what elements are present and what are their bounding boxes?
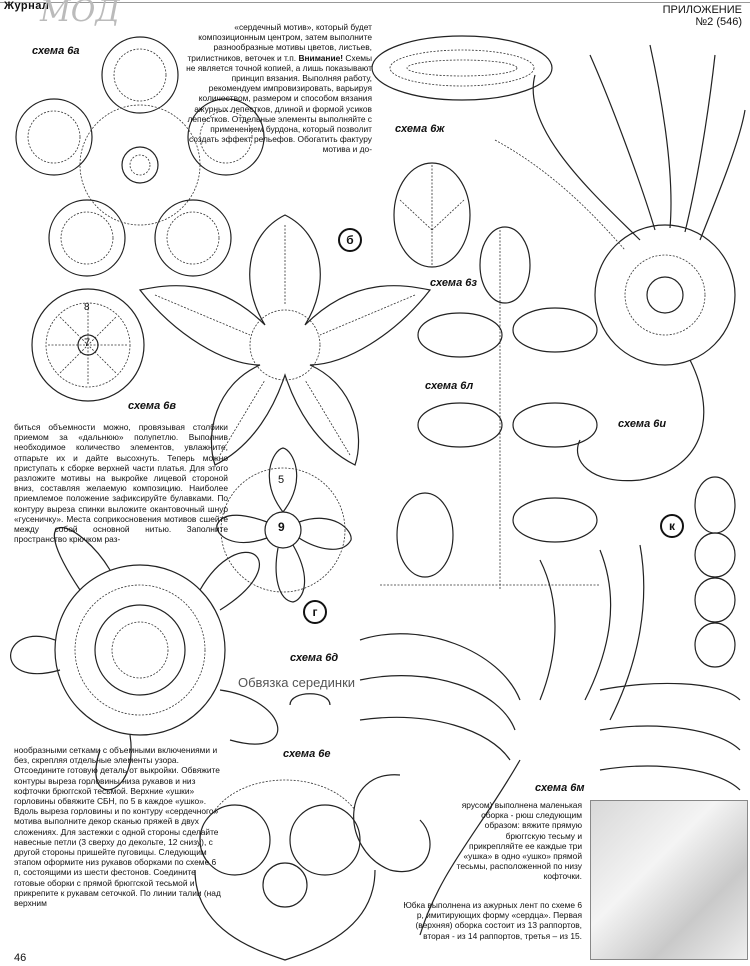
diagram-number-7: 7: [84, 337, 91, 349]
diagram-6i: [495, 45, 745, 481]
label-scheme-6i: схема 6и: [618, 418, 667, 430]
label-scheme-6v: схема 6в: [128, 400, 177, 412]
motif-letter-g: г: [303, 600, 327, 624]
issue-number: №2 (546): [695, 16, 742, 28]
page-number: 46: [14, 952, 27, 964]
diagram-6l: [380, 227, 600, 590]
lace-photo: [590, 800, 748, 960]
magazine-logo: МОД: [40, 0, 120, 29]
article-text-right: ярусом) выполнена маленькая оборка - рюш следующим образом: вяжите прямую брюггскую тесьму и прикрепляйте ее каждые три «ушка» в одно «ушко» прямой тесьмы, расположенной по низу кофточки.: [456, 800, 582, 882]
motif-letter-k: к: [660, 514, 684, 538]
diagram-6e: [195, 780, 375, 960]
label-scheme-6m: схема 6м: [535, 782, 585, 794]
warning-label: Внимание!: [298, 52, 344, 63]
diagram-k: [695, 477, 735, 667]
supplement-label: ПРИЛОЖЕНИЕ: [662, 4, 742, 16]
article-text-top: [178, 22, 372, 155]
diagram-number-9: 9: [278, 520, 285, 534]
article-text-right2: Юбка выполнена из ажурных лент по схеме 6 р, имитирующих форму «сердца». Первая (верхняя) оборка состоит из 13 раппортов, вторая - из 14 раппортов, третья – из 15.: [403, 900, 582, 941]
label-scheme-6zh: схема 6ж: [395, 123, 445, 135]
label-scheme-6a: схема 6а: [32, 45, 80, 57]
magazine-prefix: Журнал: [4, 0, 50, 12]
label-scheme-6e: схема 6е: [283, 748, 331, 760]
diagram-number-5: 5: [278, 474, 285, 486]
diagram-6zh: [372, 36, 552, 100]
article-text-top-part2: Схемы не является точной копией, а лишь показывают принцип вязания. Выполняя работу, рекомендуем импровизировать, варьируя количеством, размером и способом вязания ажурных лепестков, длиной и формой усиков лепестков. Отдельные элементы выполняйте с применением бурдона, который позволит создать эффект рельефов. Обогатить фактуру мотива и до-: [186, 52, 372, 155]
label-scheme-6d: схема 6д: [290, 652, 339, 664]
obvyazka-label: Обвязка серединки: [238, 675, 356, 690]
diagram-number-8: 8: [84, 302, 90, 313]
article-text-lower: нообразными сетками с объемными включениями и без, скрепляя отдельные элементы узора. Отсоедините готовую деталь от выкройки. Обвяжите контуры выреза горловины низа рукавов и низ кофточки брюггской тесьмой. Верхние «ушки» горловины обвяжите СБН, по 5 в каждое «ушко». Вдоль выреза горловины и по контуру «сердечного» мотива выполните декор сканью пряжей в двух сложениях. Для застежки с одной стороны сделайте навесные петли (3 сверху до декольте, 12 снизу), с другой стороны пришейте пуговицы. Следующим этапом оформите низ рукавов оборками по схеме 6 п, состоящими из шести фестонов. Соедините готовые оборки с прямой брюггской тесьмой и прикрепите к рукавам сеточкой. По линии талии (над верхним: [14, 745, 221, 909]
label-scheme-6l: схема 6л: [425, 380, 474, 392]
diagram-leaf-small: [394, 163, 470, 267]
article-text-middle: биться объемности можно, провязывая столбики приемом за «дальнюю» полупетлю. Выполнив необходимое количество элементов, увлажните, отпарьте их и дайте высохнуть. Теперь можно приступать к сборке верхней части платья. Для этого разложите мотивы на выкройке лицевой стороной вниз, составляя желаемую композицию. Наиболее приемлемое положение зафиксируйте булавками. По контуру выреза спинки выложите окантовочный шнур «гусеничку». Места соприкосновения мотивов сшейте между собой основной нитью. Заполните пространство крючком раз-: [14, 422, 228, 545]
diagram-obvyazka: [290, 694, 330, 705]
article-text-top-part1: «сердечный мотив», который будет композиционным центром, затем выполните разнообразные мотивы цветов, листьев, трилистников, веточек и т.п.: [187, 22, 372, 63]
label-scheme-6z: схема 6з: [430, 277, 477, 289]
motif-letter-b: б: [338, 228, 362, 252]
